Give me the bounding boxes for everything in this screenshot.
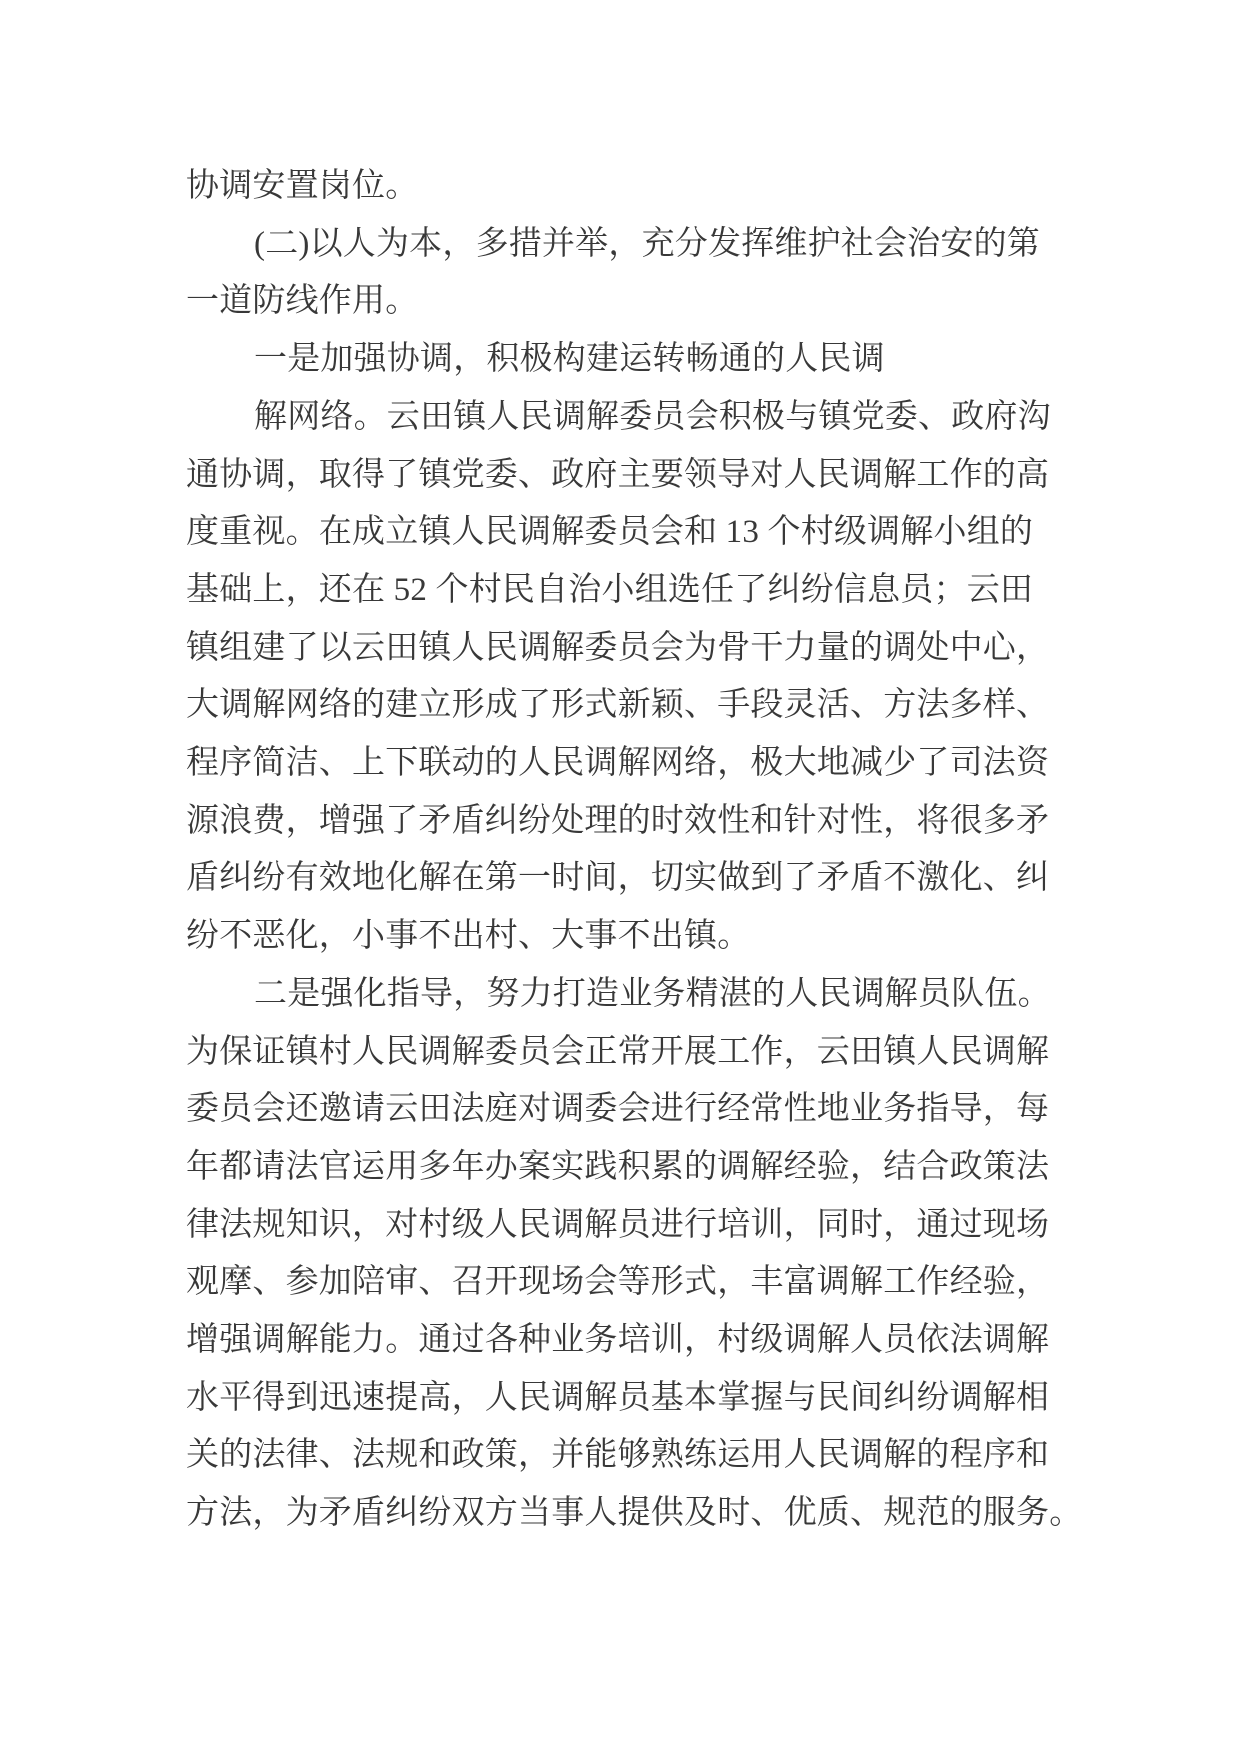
text-line: 水平得到迅速提高，人民调解员基本掌握与民间纠纷调解相 — [186, 1379, 1050, 1416]
text-line: 委员会还邀请云田法庭对调委会进行经常性地业务指导，每 — [186, 1091, 1050, 1128]
text-line: 盾纠纷有效地化解在第一时间，切实做到了矛盾不激化、纠 — [186, 860, 1050, 897]
text-line: 年都请法官运用多年办案实践积累的调解经验，结合政策法 — [186, 1148, 1050, 1185]
document-text-block — [186, 158, 1086, 1543]
text-line: 程序简洁、上下联动的人民调解网络，极大地减少了司法资 — [186, 745, 1050, 782]
text-line: 一道防线作用。 — [186, 283, 419, 320]
text-line: 大调解网络的建立形成了形式新颖、手段灵活、方法多样、 — [186, 687, 1050, 724]
text-line: 为保证镇村人民调解委员会正常开展工作，云田镇人民调解 — [186, 1033, 1050, 1070]
text-line: 关的法律、法规和政策，并能够熟练运用人民调解的程序和 — [186, 1437, 1050, 1474]
text-line: 解网络。云田镇人民调解委员会积极与镇党委、政府沟 — [254, 398, 1051, 435]
text-line: 方法，为矛盾纠纷双方当事人提供及时、优质、规范的服务。 — [186, 1495, 1083, 1532]
text-line: 增强调解能力。通过各种业务培训，村级调解人员依法调解 — [186, 1322, 1050, 1359]
text-line: 基础上，还在 52 个村民自治小组选任了纠纷信息员；云田 — [186, 571, 1034, 608]
text-line: 一是加强协调，积极构建运转畅通的人民调 — [254, 341, 885, 378]
text-line: 镇组建了以云田镇人民调解委员会为骨干力量的调处中心， — [186, 629, 1050, 666]
text-line: 二是强化指导，努力打造业务精湛的人民调解员队伍。 — [254, 975, 1051, 1012]
text-line: 通协调，取得了镇党委、政府主要领导对人民调解工作的高 — [186, 456, 1050, 493]
text-line: 协调安置岗位。 — [186, 168, 419, 204]
text-line: 纷不恶化，小事不出村、大事不出镇。 — [186, 918, 751, 955]
text-line: 度重视。在成立镇人民调解委员会和 13 个村级调解小组的 — [186, 514, 1034, 551]
text-line: (二)以人为本，多措并举，充分发挥维护社会治安的第 — [254, 225, 1040, 262]
text-line: 律法规知识，对村级人民调解员进行培训，同时，通过现场 — [186, 1206, 1050, 1243]
text-line: 观摩、参加陪审、召开现场会等形式，丰富调解工作经验， — [186, 1264, 1050, 1301]
text-line: 源浪费，增强了矛盾纠纷处理的时效性和针对性，将很多矛 — [186, 802, 1050, 839]
